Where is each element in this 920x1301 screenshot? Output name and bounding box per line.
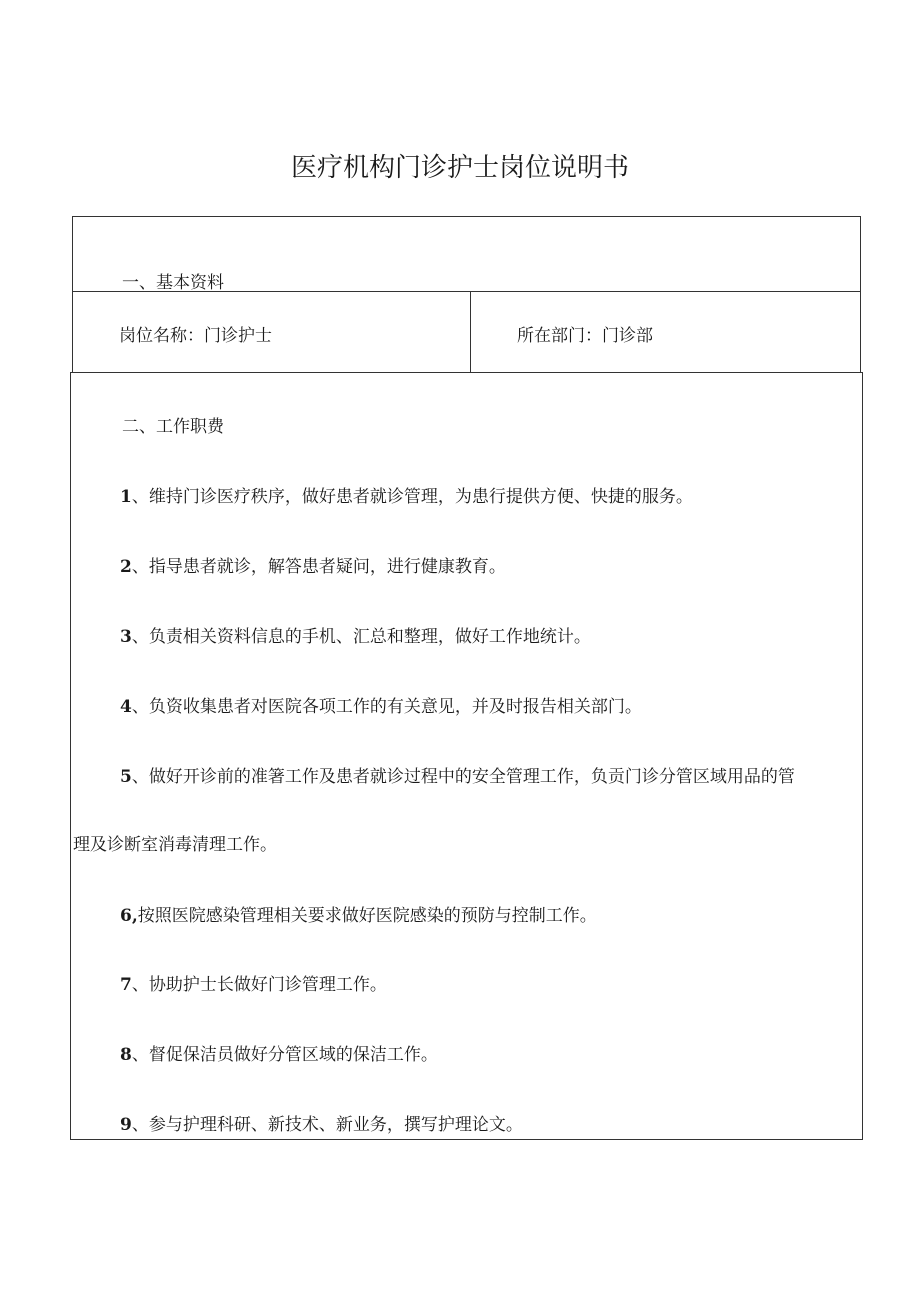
duty-separator: 、 — [131, 627, 149, 647]
duty-item — [120, 901, 597, 926]
duty-text: 做好开诊前的准箸工作及患者就诊过程中的安全管理工作，负贡门诊分管区域用品的管 — [148, 767, 795, 787]
duty-text: 督促保洁员做好分管区域的保洁工作。 — [148, 1045, 438, 1065]
duty-item — [120, 552, 506, 577]
duty-number: 7 — [120, 975, 132, 995]
duty-separator: 、 — [131, 975, 149, 995]
duty-separator: 、 — [131, 487, 149, 507]
duty-number: 6, — [120, 906, 138, 926]
duty-item — [120, 622, 591, 647]
duty-number: 1 — [120, 487, 132, 507]
duty-number: 9 — [120, 1115, 132, 1135]
basic-info-heading: 一、基本资料 — [122, 273, 224, 293]
duties-heading: 二、工作职费 — [122, 417, 224, 437]
duty-text: 协助护士长做好门诊管理工作。 — [148, 975, 387, 995]
department-label: 所在部门：门诊部 — [517, 326, 653, 346]
duty-separator: 、 — [131, 767, 149, 787]
duty-text: 指导患者就诊，解答患者疑问，进行健康教育。 — [148, 557, 506, 577]
duty-separator: 、 — [131, 557, 149, 577]
duty-number: 8 — [120, 1045, 132, 1065]
duty-text: 负资收集患者对医院各项工作的有关意见，并及时报告相关部门。 — [148, 697, 642, 717]
duty-number: 2 — [120, 557, 132, 577]
duty-item — [120, 482, 693, 507]
duty-text: 负责相关资料信息的手机、汇总和整理，做好工作地统计。 — [148, 627, 591, 647]
duty-item — [120, 692, 642, 717]
duty-item — [120, 762, 795, 787]
duty-number: 4 — [120, 697, 132, 717]
duty-item — [120, 1110, 523, 1135]
duty-separator: 、 — [131, 1045, 149, 1065]
duty-number: 3 — [120, 627, 132, 647]
duty-text: 维持门诊医疗秩序，做好患者就诊管理，为患行提供方便、快捷的服务。 — [148, 487, 693, 507]
duty-number: 5 — [120, 767, 132, 787]
duty-text: 参与护理科研、新技术、新业务，撰写护理论文。 — [148, 1115, 523, 1135]
duty-separator: 、 — [131, 697, 149, 717]
duty-text: 按照医院感染管理相关要求做好医院感染的预防与控制工作。 — [137, 906, 597, 926]
duty-continuation: 理及诊断室消毒清理工作。 — [73, 835, 277, 855]
duty-item — [120, 1040, 438, 1065]
duty-item — [120, 970, 387, 995]
position-name-label: 岗位名称：门诊护士 — [119, 326, 272, 346]
duty-separator: 、 — [131, 1115, 149, 1135]
document-title: 医疗机构门诊护士岗位说明书 — [290, 153, 629, 183]
